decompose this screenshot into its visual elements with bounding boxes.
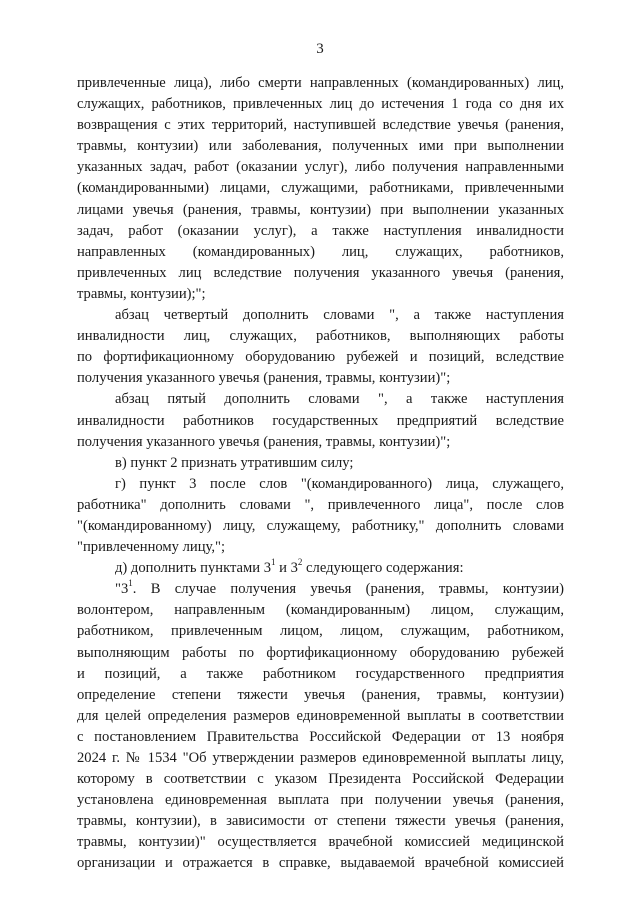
- paragraph-d-text-b: и 3: [275, 560, 298, 577]
- paragraph-d-sup-a: 1: [271, 557, 276, 568]
- text-line: работника" дополнить словами ", привлеченного лица", после слов: [77, 496, 564, 513]
- paragraph: [77, 305, 564, 389]
- text-line: "привлеченному лицу,";: [77, 539, 226, 556]
- text-line: травмы, контузии)" осуществляется врачебной комиссией медицинской: [77, 834, 564, 851]
- text-line: указанных задач, работ (оказании услуг), либо получения направленными: [77, 159, 564, 176]
- text-line: лицами увечья (ранения, травмы, контузии) при выполнении указанных: [77, 201, 564, 218]
- paragraph-point-3-1-lines: [77, 600, 564, 874]
- point-3-1-first-rest: . В случае получения увечья (ранения, травмы, контузии): [132, 581, 564, 598]
- text-line: в) пункт 2 признать утратившим силу;: [115, 454, 354, 471]
- paragraph: [77, 73, 564, 305]
- text-line: травмы, контузии) или заболевания, полученных ими при выполнении: [77, 138, 564, 155]
- text-line: получения указанного увечья (ранения, травмы, контузии)";: [77, 433, 451, 450]
- text-line: служащих, работников, привлеченных лиц до истечения 1 года со дня их: [77, 96, 564, 113]
- paragraph: [77, 453, 564, 474]
- text-line: с постановлением Правительства Российской Федерации от 13 ноября: [77, 728, 564, 745]
- text-line: травмы, контузии);";: [77, 285, 206, 302]
- paragraph: [77, 389, 564, 452]
- text-line: 2024 г. № 1534 "Об утверждении размеров единовременной выплаты лицу,: [77, 750, 564, 766]
- text-line: "(командированному) лицу, служащему, работнику," дополнить словами: [77, 517, 564, 534]
- text-line: г) пункт 3 после слов "(командированного) лица, служащего,: [115, 475, 564, 492]
- text-line: определение степени тяжести увечья (ранения, травмы, контузии): [77, 686, 564, 703]
- paragraph-d-text-c: следующего содержания:: [302, 560, 464, 577]
- text-line: инвалидности лиц, служащих, работников, выполняющих работы: [77, 328, 564, 345]
- text-line: организации и отражается в справке, выдаваемой врачебной комиссией: [77, 855, 564, 872]
- text-line: абзац четвертый дополнить словами ", а также наступления: [115, 307, 564, 324]
- text-line: которому в соответствии с указом Президента Российской Федерации: [77, 771, 564, 788]
- text-line: установлена единовременная выплата при получении увечья (ранения,: [77, 792, 564, 809]
- text-line: и позиций, а также работником государственного предприятия: [77, 665, 564, 682]
- paragraph-list: [77, 73, 564, 558]
- paragraph-d-text-a: д) дополнить пунктами 3: [115, 560, 271, 577]
- point-3-1-sup: 1: [128, 578, 133, 589]
- text-line: для целей определения размеров единовременной выплаты в соответствии: [77, 707, 564, 724]
- paragraph: [77, 474, 564, 558]
- text-line: абзац пятый дополнить словами ", а также наступления: [115, 391, 564, 408]
- point-3-1-prefix: "3: [115, 581, 129, 598]
- paragraph-point-3-1-first-line: [77, 579, 564, 600]
- text-line: (командированными) лицами, служащими, работниками, привлеченными: [77, 180, 564, 197]
- text-line: привлеченных лиц вследствие получения указанного увечья (ранения,: [77, 264, 564, 281]
- text-line: получения указанного увечья (ранения, травмы, контузии)";: [77, 370, 451, 387]
- text-line: по фортификационному оборудованию рубежей и позиций, вследствие: [77, 349, 564, 366]
- document-body: [77, 73, 564, 875]
- paragraph-item-d: [77, 558, 564, 579]
- text-line: выполняющим работы по фортификационному оборудованию рубежей: [77, 644, 564, 661]
- paragraph-point-3-1: [77, 579, 564, 874]
- text-line: травмы, контузии), в зависимости от степени тяжести увечья (ранения,: [77, 813, 564, 830]
- text-line: привлеченные лица), либо смерти направленных (командированных) лиц,: [77, 75, 564, 91]
- text-line: работником, привлеченным лицом, лицом, служащим, работником,: [77, 623, 564, 640]
- text-line: возвращения с этих территорий, наступившей вследствие увечья (ранения,: [77, 117, 564, 134]
- text-line: инвалидности работников государственных предприятий вследствие: [77, 412, 564, 429]
- paragraph-d-sup-b: 2: [297, 557, 303, 568]
- page-number: 3: [316, 41, 324, 57]
- text-line: задач, работ (оказании услуг), а также наступления инвалидности: [77, 222, 564, 239]
- text-line: направленных (командированных) лиц, служащих, работников,: [77, 243, 564, 260]
- text-line: волонтером, направленным (командированным) лицом, служащим,: [77, 602, 564, 619]
